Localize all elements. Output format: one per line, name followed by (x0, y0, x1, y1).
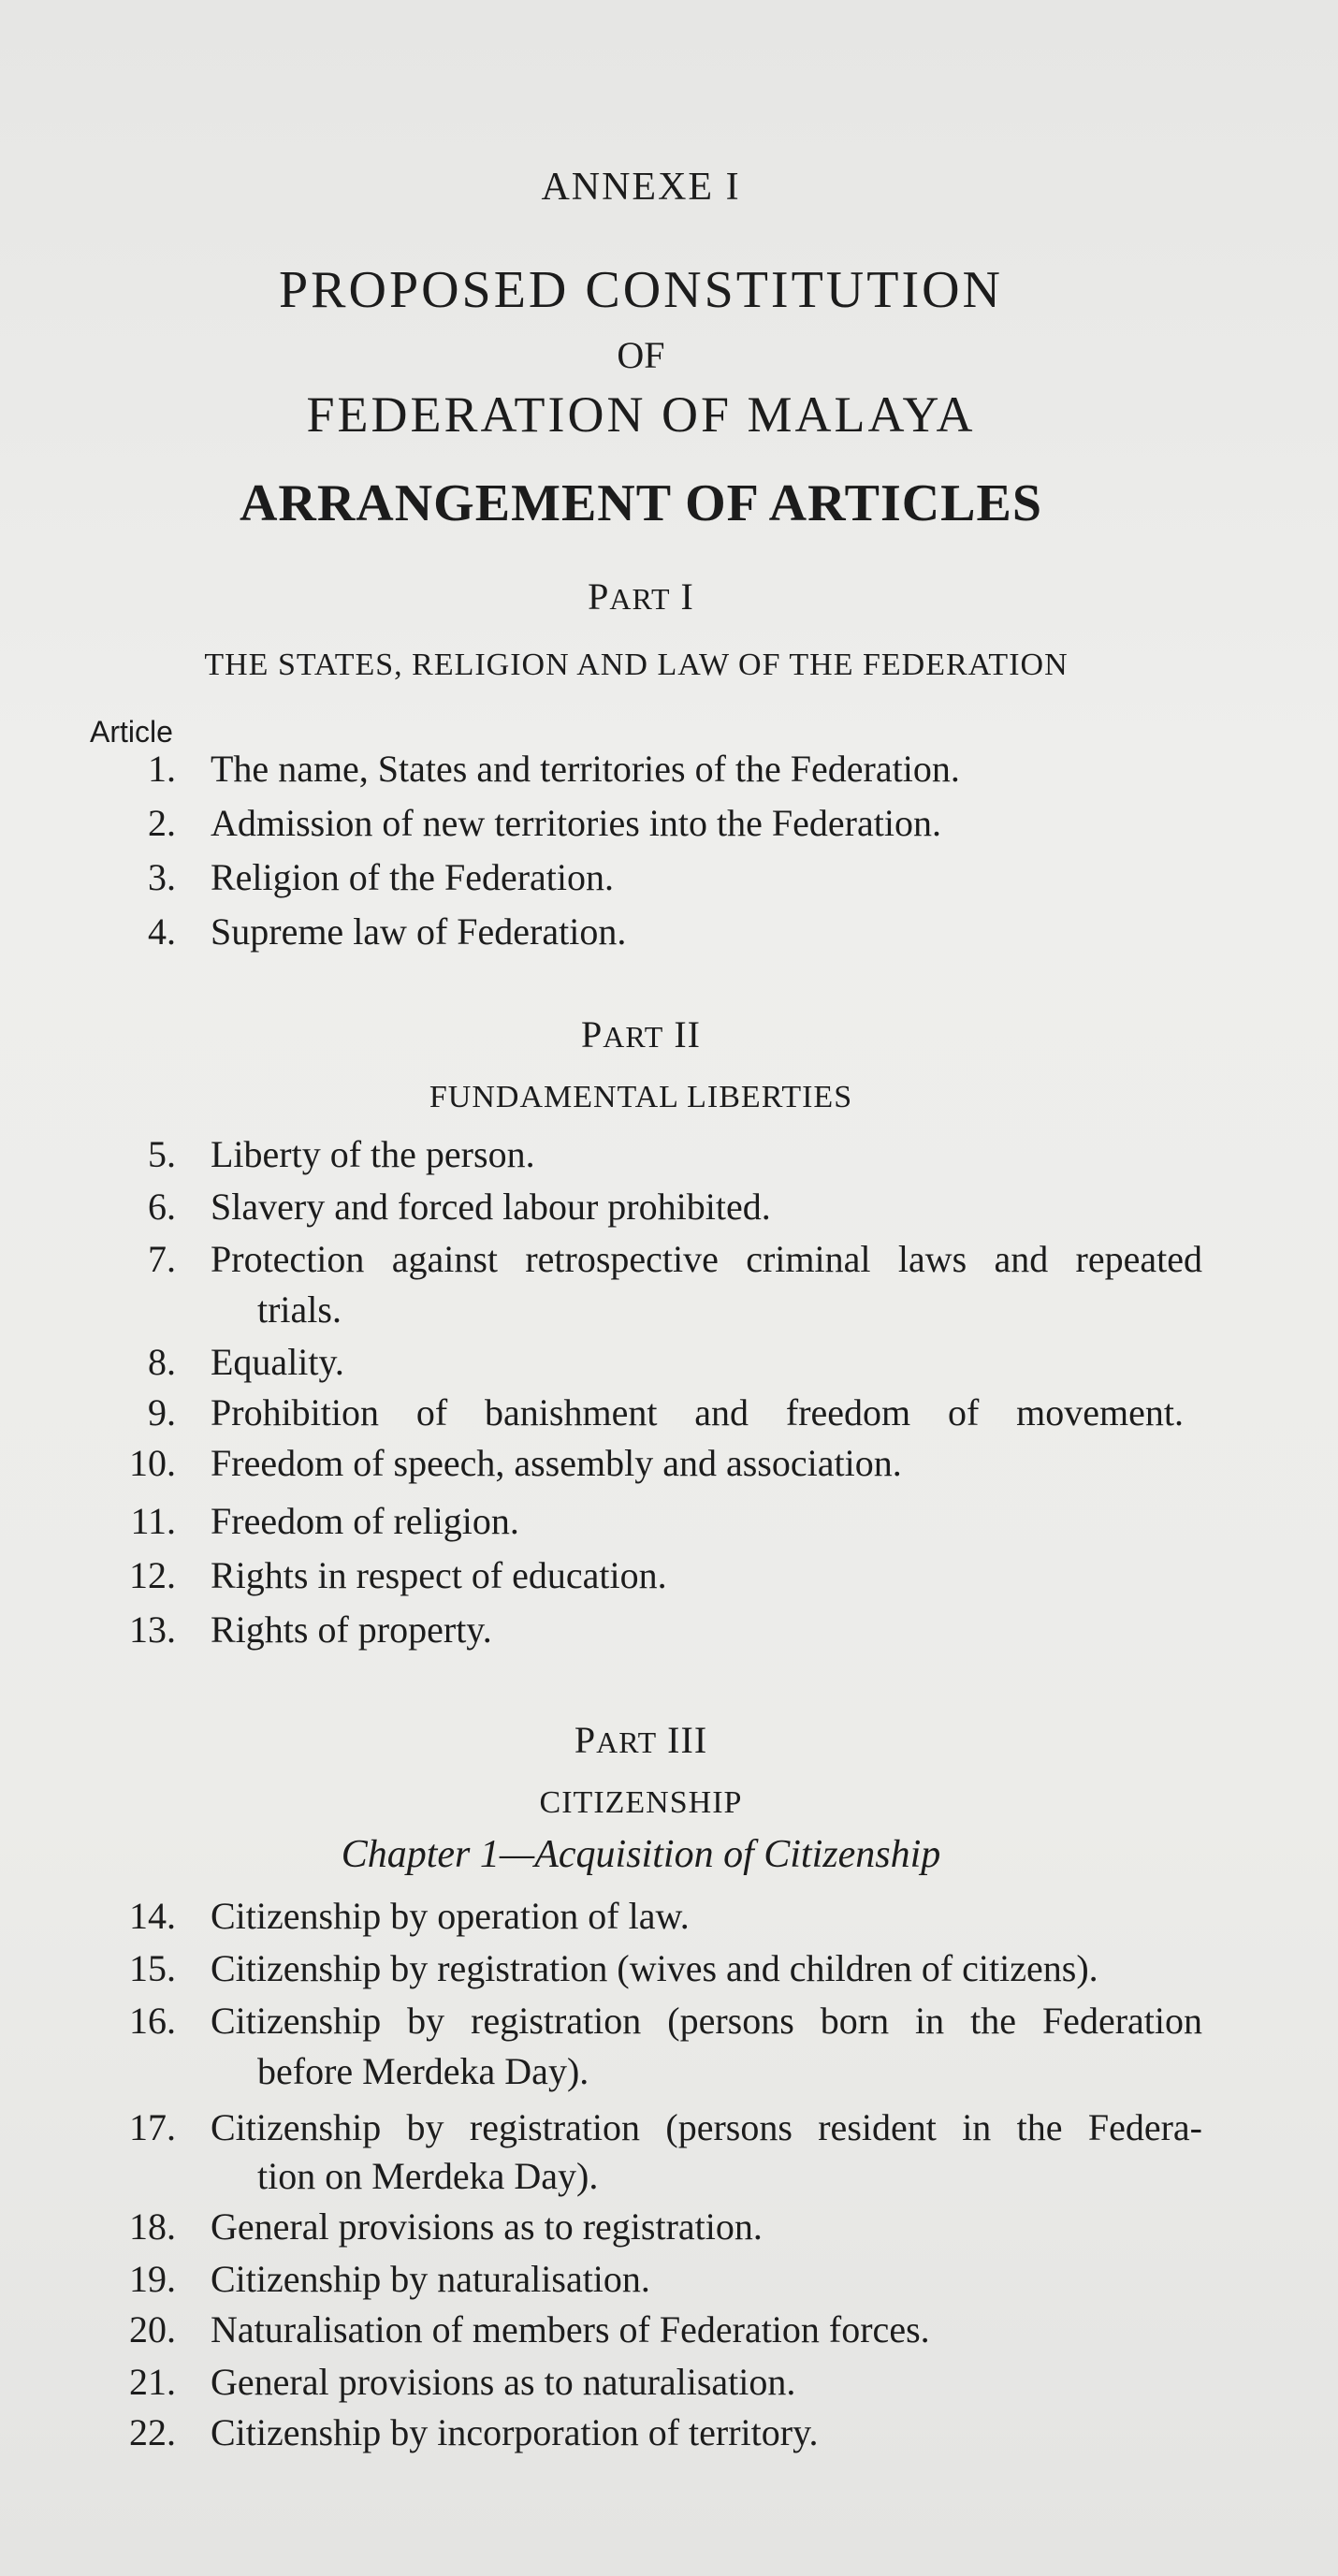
article-column-label: Article (90, 715, 173, 749)
part-1-heading: THE STATES, RELIGION AND LAW OF THE FEDERATION (204, 648, 1069, 682)
chapter-heading: Chapter 1—Acquisition of Citizenship (341, 1833, 941, 1876)
annexe-heading: ANNEXE I (541, 166, 741, 209)
part-1-label: PART I (588, 575, 694, 618)
title-federation-of-malaya: FEDERATION OF MALAYA (306, 386, 976, 443)
document-page: ANNEXE I PROPOSED CONSTITUTION OF FEDERATION OF MALAYA ARRANGEMENT OF ARTICLES PART I THE STATES, RELIGION AND LAW OF THE FEDERATION Article 1. The name, States and territories of the Federation. 2. Admission of new territories into the Federation. 3. Religion of the Federation. 4. Supreme law of Federation. PART II FUNDAMENTAL LIBERTIES 5. Liberty of the person. 6. Slavery and forced labour prohibited. 7. Protection against retrospective criminal laws and repeated trials. 8. Equality. 9. Prohibition of banishment and freedom of movement. 10. Freedom of speech, assembly and association. 11. Freedom of religion. 12. Rights in respect of education. 13. Rights of property. PART III CITIZENSHIP Chapter 1—Acquisition of Citizenship 14. Citizenship by operation of law. 15. Citizenship by registration (wives and children of citizens). 16. Citizenship by registration (persons born in the Federation before Merdeka Day). 17. Citizenship by registration (persons resident in the Federa- tion on Merdeka Day). 18. General provisions as to registration. 19. Citizenship by naturalisation. 20. Naturalisation of members of Federation forces. 21. General provisions as to naturalisation. 22. Citizenship by incorporation of territory. (0, 0, 1338, 2576)
part-2-heading: FUNDAMENTAL LIBERTIES (429, 1080, 853, 1114)
part-2-label: PART II (581, 1013, 701, 1055)
part-3-heading: CITIZENSHIP (539, 1785, 743, 1820)
title-of: OF (617, 334, 665, 376)
part-3-label: PART III (574, 1719, 708, 1761)
title-proposed-constitution: PROPOSED CONSTITUTION (279, 261, 1003, 319)
arrangement-heading: ARRANGEMENT OF ARTICLES (239, 474, 1043, 532)
